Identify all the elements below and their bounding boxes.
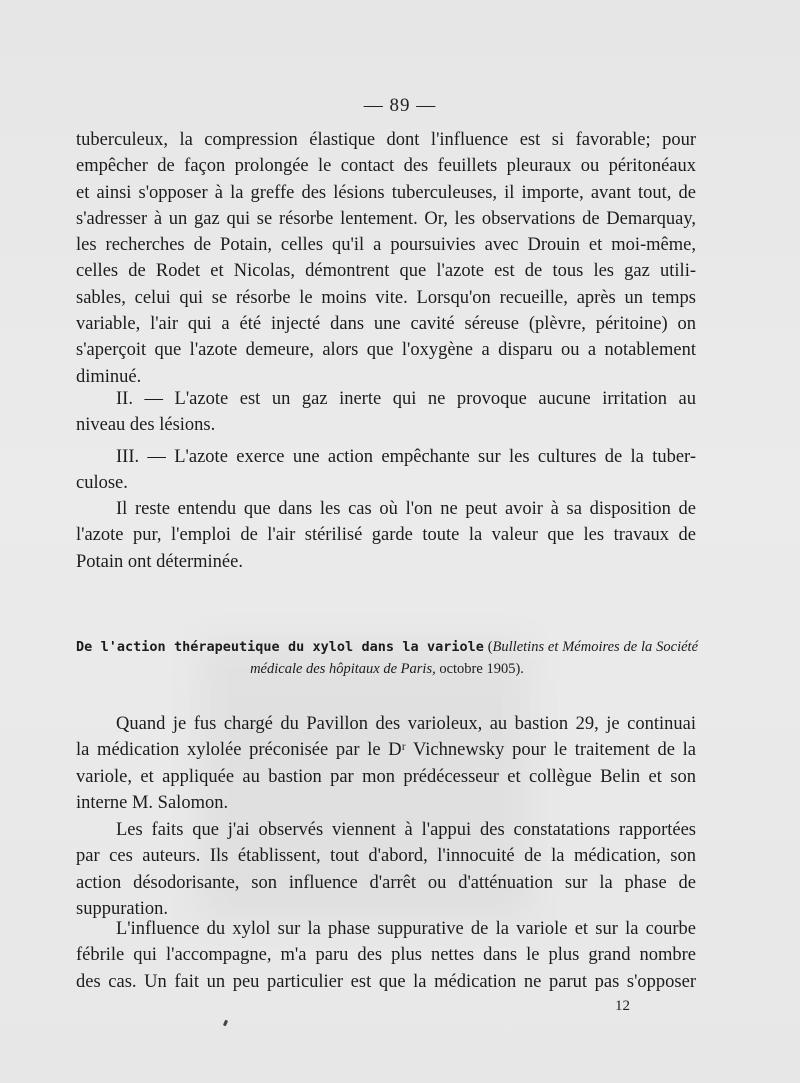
heading-line xyxy=(76,658,698,680)
text-line: interne M. Salomon. xyxy=(76,792,229,813)
text-line: et ainsi s'opposer à la greffe des lésions tuberculeuses, il importe, avant tout, de xyxy=(76,182,696,203)
heading-date: octobre 1905). xyxy=(439,661,524,677)
text-line: tuberculeux, la compression élastique dont l'influence est si favorable; pour xyxy=(76,130,696,150)
paragraph-observations xyxy=(76,817,696,922)
text-line: l'azote pur, l'emploi de l'air stérilisé garde toute la valeur que les travaux de xyxy=(76,525,696,546)
text-line: Il reste entendu que dans les cas où l'on ne peut avoir à sa disposition de xyxy=(116,499,696,519)
text-line: s'aperçoit que l'azote demeure, alors que l'oxygène a disparu ou a notablement xyxy=(76,340,696,361)
text-line: des cas. Un fait un peu particulier est que la médication ne parut pas s'opposer xyxy=(76,971,696,992)
text-line: variole, et appliquée au bastion par mon prédécesseur et collègue Belin et son xyxy=(76,766,696,787)
paragraph-point-two xyxy=(76,386,696,439)
text-line: L'influence du xylol sur la phase suppurative de la variole et sur la courbe xyxy=(116,919,696,939)
signature-mark: 12 xyxy=(615,998,630,1014)
text-line: par ces auteurs. Ils établissent, tout d'abord, l'innocuité de la médication, son xyxy=(76,846,696,867)
text-line: empêcher de façon prolongée le contact des feuillets pleuraux ou péritonéaux xyxy=(76,156,696,177)
page-number: — 89 — xyxy=(363,95,437,116)
text-line: variable, l'air qui a été injecté dans une cavité séreuse (plèvre, péritoine) on xyxy=(76,314,696,335)
text-line: Quand je fus chargé du Pavillon des varioleux, au bastion 29, je continuai xyxy=(116,714,696,734)
text-line: Les faits que j'ai observés viennent à l'appui des constatations rapportées xyxy=(116,820,696,840)
text-line: III. — L'azote exerce une action empêchante sur les cultures de la tuber- xyxy=(116,447,696,467)
text-line: suppuration. xyxy=(76,898,168,919)
paragraph-conclusion xyxy=(76,496,696,575)
heading-source-part-2: médicale des hôpitaux de Paris, xyxy=(250,661,436,677)
heading-source-part-1: Bulletins et Mémoires de la Société xyxy=(492,639,699,655)
paragraph-continuation xyxy=(76,127,696,390)
text-line: sables, celui qui se résorbe le moins vite. Lorsqu'on recueille, après un temps xyxy=(76,287,696,308)
text-line: action désodorisante, son influence d'arrêt ou d'atténuation sur la phase de xyxy=(76,872,696,893)
text-line: les recherches de Potain, celles qu'il a poursuivies avec Drouin et moi-même, xyxy=(76,235,696,256)
text-line: niveau des lésions. xyxy=(76,415,216,436)
paragraph-xylol-intro xyxy=(76,711,696,816)
text-line: culose. xyxy=(76,473,128,494)
section-heading xyxy=(76,636,698,680)
text-line: celles de Rodet et Nicolas, démontrent que l'azote est de tous les gaz utili- xyxy=(76,261,696,282)
text-line: fébrile qui l'accompagne, m'a paru des plus nettes dans le plus grand nombre xyxy=(76,945,696,966)
text-line: Potain ont déterminée. xyxy=(76,551,243,572)
text-line: s'adresser à un gaz qui se résorbe lentement. Or, les observations de Demarquay, xyxy=(76,208,696,229)
heading-line xyxy=(76,636,698,658)
paragraph-point-three xyxy=(76,444,696,497)
ink-speck xyxy=(223,1020,228,1027)
text-line: la médication xylolée préconisée par le Dʳ Vichnewsky pour le traitement de la xyxy=(76,740,696,761)
text-line: diminué. xyxy=(76,366,142,387)
heading-open-paren: ( xyxy=(487,639,493,655)
paragraph-influence xyxy=(76,916,696,995)
text-line: II. — L'azote est un gaz inerte qui ne provoque aucune irritation au xyxy=(116,389,696,409)
heading-title: De l'action thérapeutique du xylol dans la variole xyxy=(76,639,484,655)
